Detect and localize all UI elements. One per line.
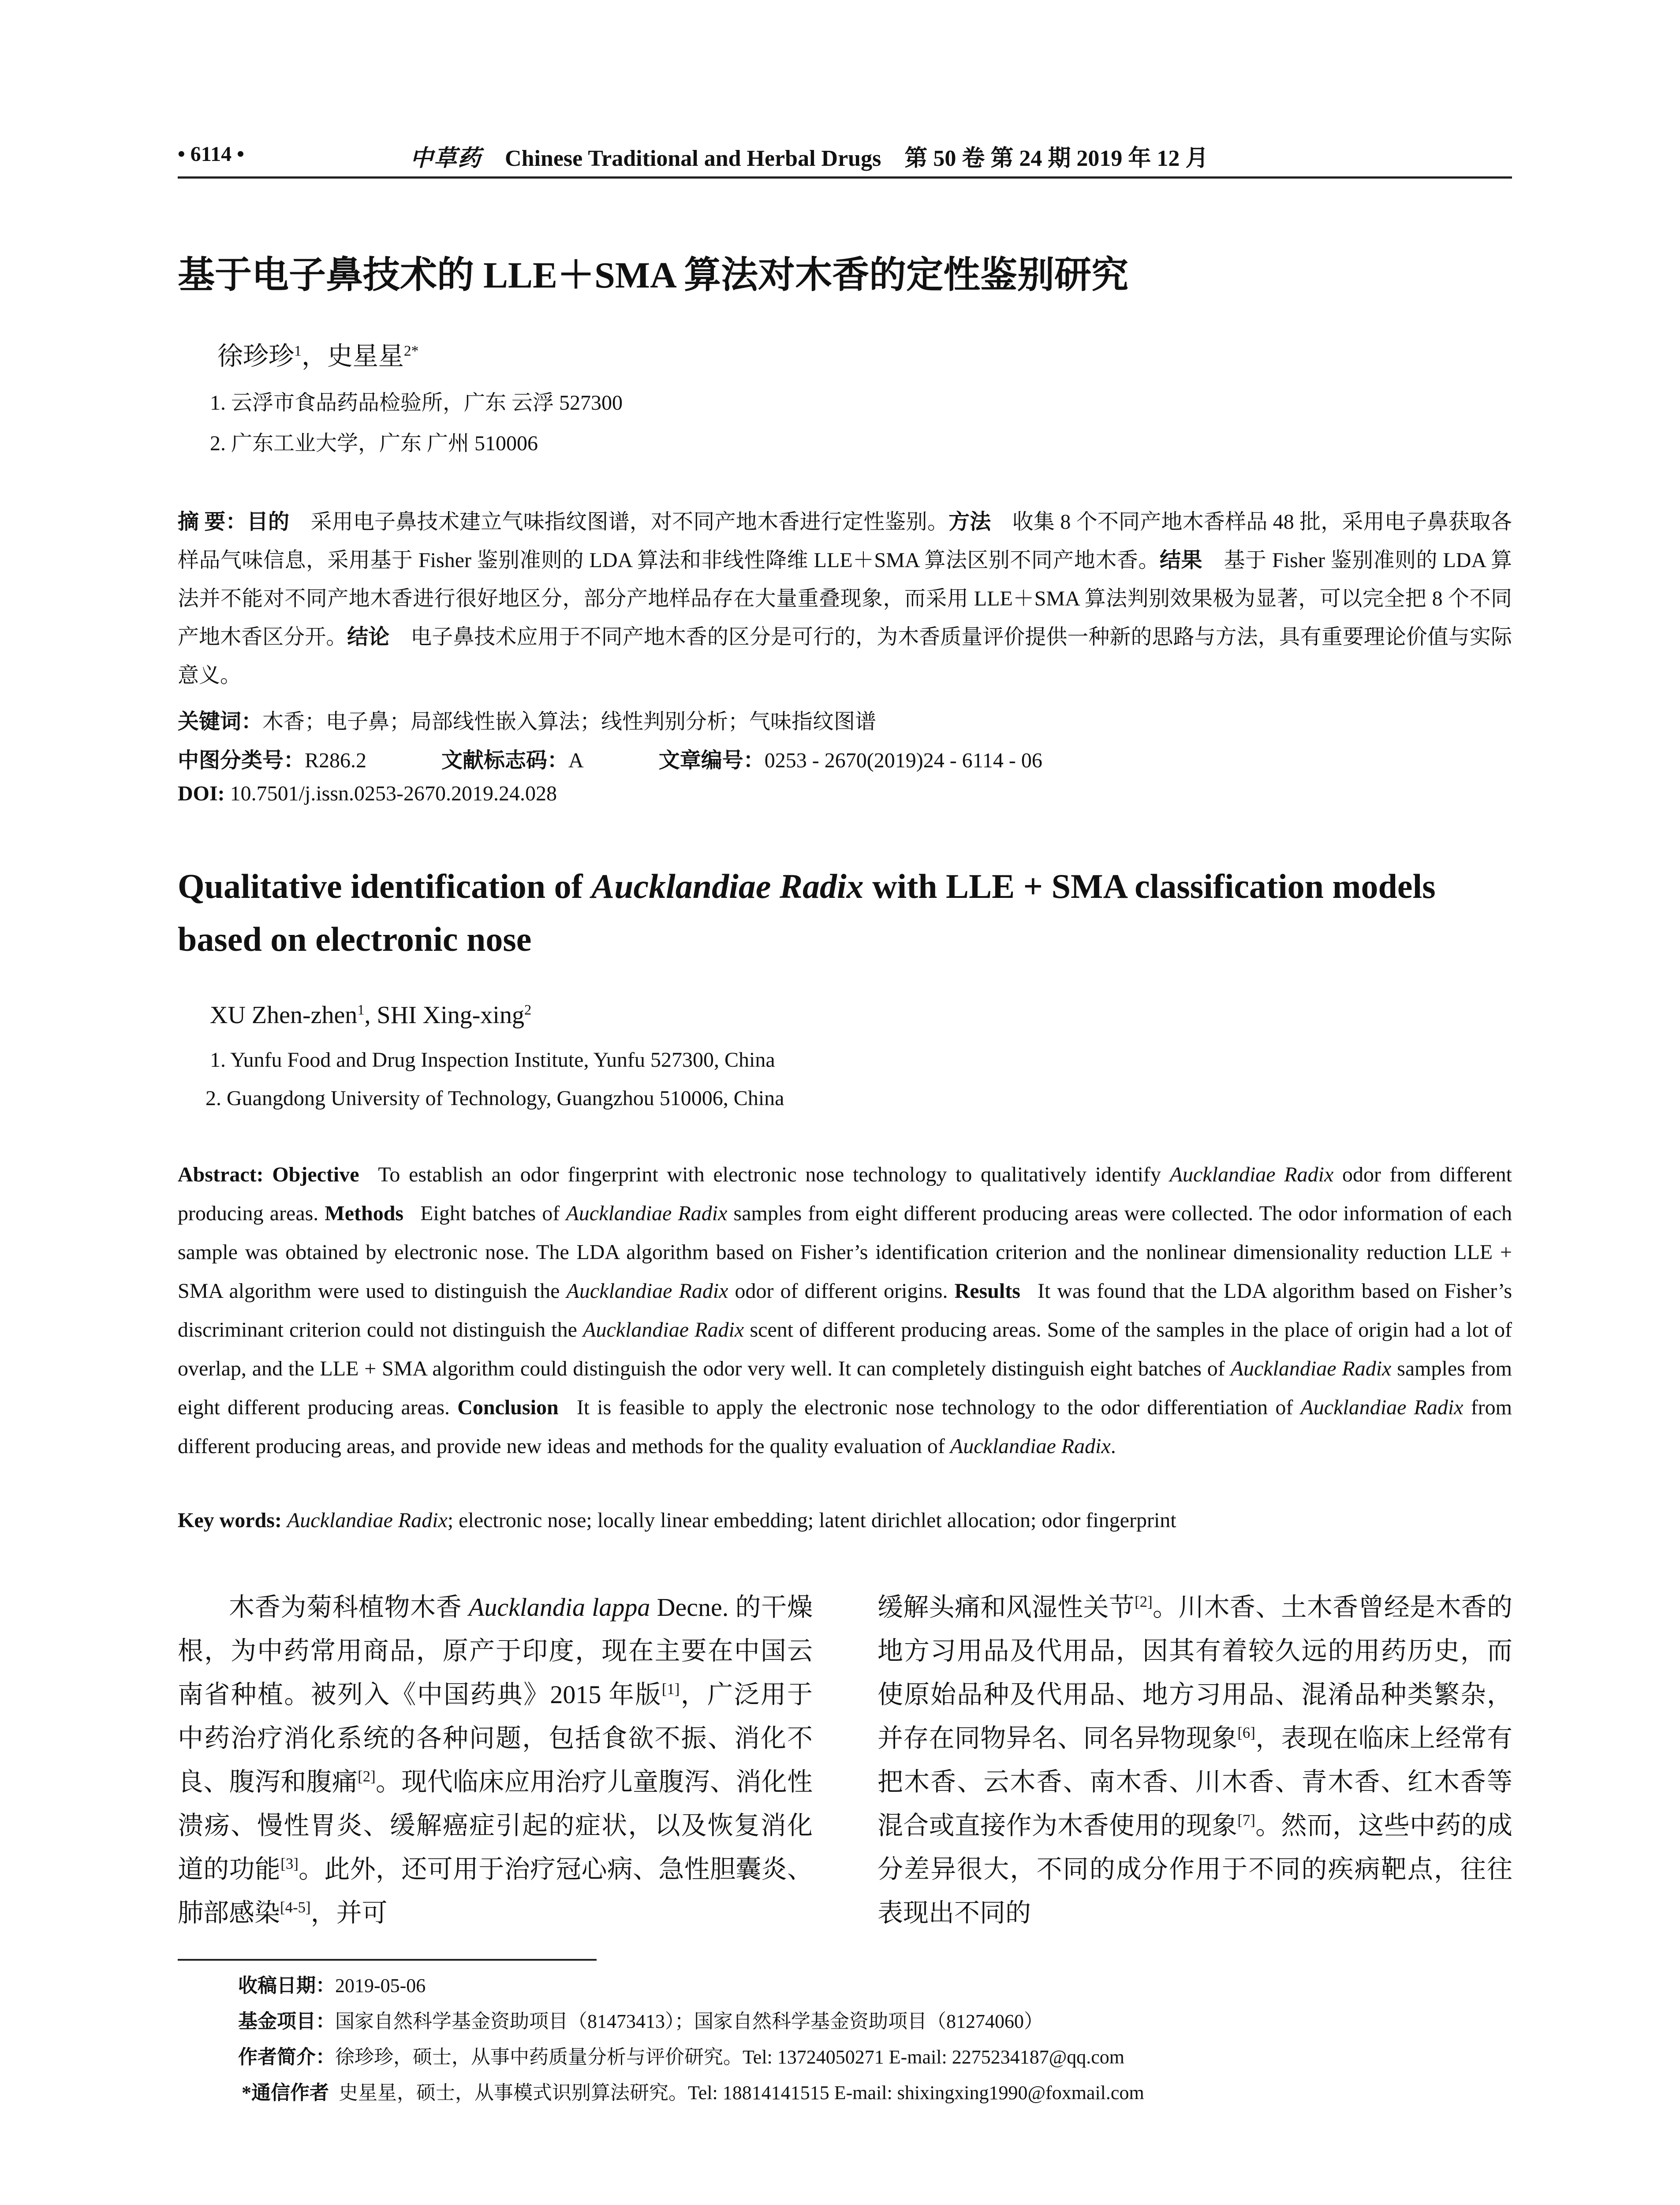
title-en-italic: Aucklandiae Radix: [591, 867, 864, 905]
keywords-label: 关键词：: [178, 710, 263, 733]
species-name: Aucklandia lappa: [468, 1593, 650, 1622]
abstract-cn: [178, 503, 1512, 695]
body-text: 木香为菊科植物木香: [229, 1593, 469, 1622]
author-name: 史星星: [327, 342, 404, 370]
affiliation-cn-1: 1. 云浮市食品药品检验所，广东 云浮 527300: [210, 391, 623, 415]
author-separator: ，: [301, 342, 327, 370]
footnote-label: 作者简介：: [238, 2046, 335, 2068]
footnote-text: 2019-05-06: [335, 1975, 426, 1996]
footnote-rule: [178, 1959, 597, 1961]
footnote-fund: [238, 2005, 1043, 2033]
doc-code-label: 文献标志码：: [441, 749, 569, 772]
author-name: SHI Xing-xing: [377, 1002, 524, 1029]
methods-label: 方法: [948, 510, 991, 534]
abstract-text: .: [1110, 1435, 1116, 1458]
footnote-text: 国家自然科学基金资助项目（81473413）；国家自然科学基金资助项目（81274060）: [335, 2011, 1043, 2032]
objective-label: Objective: [272, 1163, 359, 1186]
body-column-left: [178, 1585, 813, 1935]
body-text: 。现代临床应用治疗儿童腹泻、消化性溃疡、慢性胃炎、缓解癌症引起的症状，以及恢复消化道的功能: [178, 1768, 813, 1884]
doi-value: 10.7501/j.issn.0253-2670.2019.24.028: [230, 782, 557, 805]
conclusion-label: 结论: [347, 625, 390, 649]
author-name: XU Zhen-zhen: [210, 1002, 358, 1029]
herb-name: Aucklandiae Radix: [1230, 1357, 1392, 1380]
herb-name: Aucklandiae Radix: [583, 1318, 744, 1342]
abstract-text: odor from different producing areas.: [178, 1163, 1512, 1225]
citation[interactable]: [2]: [358, 1768, 376, 1785]
footnote-text: 史星星，硕士，从事模式识别算法研究。Tel: 18814141515 E-mail: shixingxing1990@foxmail.com: [339, 2082, 1144, 2104]
abstract-en: [178, 1155, 1512, 1466]
results-label: Results: [954, 1279, 1020, 1303]
body-text: 。此外，还可用于治疗冠心病、急性胆囊炎、肺部感染: [178, 1855, 813, 1927]
title-en-part: Qualitative identification of: [178, 867, 592, 905]
journal-name-cn: 中草药: [410, 145, 482, 172]
doi-line: [178, 781, 557, 806]
abstract-label: 摘 要：: [178, 510, 247, 534]
body-text: ，表现在临床上经常有把木香、云木香、南木香、川木香、青木香、红木香等混合或直接作为木香使用的现象: [877, 1724, 1512, 1840]
body-text: ，广泛用于中药治疗消化系统的各种问题，包括食欲不振、消化不良、腹泻和腹痛: [178, 1680, 813, 1796]
citation[interactable]: [6]: [1237, 1724, 1255, 1742]
body-column-right: [877, 1585, 1512, 1935]
authors-en: [210, 1001, 531, 1029]
herb-name: Aucklandiae Radix: [566, 1279, 728, 1303]
title-en-part: with LLE + SMA classification models based on electronic nose: [178, 867, 1436, 958]
journal-name-en: Chinese Traditional and Herbal Drugs: [505, 146, 881, 171]
authors-cn: [217, 335, 418, 372]
objective-text: 采用电子鼻技术建立气味指纹图谱，对不同产地木香进行定性鉴别。: [310, 510, 949, 534]
footnote-author: [238, 2041, 1124, 2069]
title-cn: 基于电子鼻技术的 LLE＋SMA 算法对木香的定性鉴别研究: [178, 255, 1129, 296]
abstract-text: scent of different producing areas. Some of the samples in the place of origin had a lot of overlap, and the LLE + SMA algorithm could distinguish the odor very well. It can completely distinguish eight batches of: [178, 1318, 1512, 1380]
keywords-text: ; electronic nose; locally linear embedding; latent dirichlet allocation; odor fingerprint: [447, 1509, 1176, 1532]
conclusion-text: 电子鼻技术应用于不同产地木香的区分是可行的，为木香质量评价提供一种新的思路与方法，具有重要理论价值与实际意义。: [178, 625, 1512, 687]
keywords-text: 木香；电子鼻；局部线性嵌入算法；线性判别分析；气味指纹图谱: [262, 710, 877, 733]
journal-issue: 第 50 卷 第 24 期 2019 年 12 月: [904, 146, 1209, 171]
abstract-text: odor of different origins.: [728, 1279, 948, 1303]
abstract-text: It is feasible to apply the electronic nose technology to the odor differentiation of: [576, 1396, 1301, 1419]
body-text: 。然而，这些中药的成分差异很大，不同的成分作用于不同的疾病靶点，往往表现出不同的: [877, 1811, 1512, 1927]
results-label: 结果: [1159, 549, 1202, 572]
page-number: • 6114 •: [178, 142, 244, 166]
herb-name: Aucklandiae Radix: [1169, 1163, 1334, 1186]
keywords-cn: [178, 704, 876, 735]
methods-label: Methods: [325, 1202, 404, 1225]
author-separator: ,: [364, 1002, 377, 1029]
footnote-corresponding: [242, 2077, 1144, 2105]
herb-name: Aucklandiae Radix: [1300, 1396, 1463, 1419]
abstract-label: Abstract:: [178, 1163, 264, 1186]
affiliation-cn-2: 2. 广东工业大学，广东 广州 510006: [210, 432, 538, 455]
abstract-text: samples from eight different producing areas were collected. The odor information of each sample was obtained by electronic nose. The LDA algorithm based on Fisher’s identification criterion and the nonlinear dimensionality reduction LLE + SMA algorithm were used to distinguish the: [178, 1202, 1512, 1303]
abstract-text: from different producing areas, and provide new ideas and methods for the quality evaluation of: [178, 1396, 1512, 1458]
citation[interactable]: [7]: [1237, 1811, 1255, 1829]
footnote-text: 徐珍珍，硕士，从事中药质量分析与评价研究。Tel: 13724050271 E-mail: 2275234187@qq.com: [335, 2046, 1125, 2068]
classification-line: [178, 743, 1042, 774]
citation[interactable]: [1]: [661, 1680, 680, 1698]
abstract-text: To establish an odor fingerprint with electronic nose technology to qualitatively identify: [378, 1163, 1170, 1186]
title-en: [178, 860, 1512, 966]
author-sup: 1: [294, 343, 302, 359]
citation[interactable]: [3]: [280, 1855, 299, 1872]
author-sup: 2: [524, 1002, 532, 1018]
article-no-value: 0253 - 2670(2019)24 - 6114 - 06: [764, 749, 1042, 772]
body-text: 。川木香、土木香曾经是木香的地方习用品及代用品，因其有着较久远的用药历史，而使原始品种及代用品、地方习用品、混淆品种类繁杂，并存在同物异名、同名异物现象: [877, 1593, 1512, 1753]
herb-name: Aucklandiae Radix: [950, 1435, 1111, 1458]
footnote-label: 收稿日期：: [238, 1975, 335, 1996]
footnote-label: *通信作者: [242, 2082, 329, 2104]
citation[interactable]: [4-5]: [280, 1899, 311, 1916]
affiliation-en-2: 2. Guangdong University of Technology, Guangzhou 510006, China: [205, 1087, 784, 1110]
keywords-label: Key words:: [178, 1509, 282, 1532]
herb-name: Aucklandiae Radix: [566, 1202, 728, 1225]
conclusion-label: Conclusion: [457, 1396, 559, 1419]
herb-name: Aucklandiae Radix: [287, 1509, 448, 1532]
abstract-text: samples from eight different producing areas.: [178, 1357, 1512, 1419]
citation[interactable]: [2]: [1135, 1593, 1153, 1611]
abstract-text: Eight batches of: [420, 1202, 566, 1225]
doc-code-value: A: [568, 749, 584, 772]
methods-text: 收集 8 个不同产地木香样品 48 批，采用电子鼻获取各样品气味信息，采用基于 Fisher 鉴别准则的 LDA 算法和非线性降维 LLE＋SMA 算法区别不同产地木香。: [178, 510, 1512, 572]
author-sup: 2*: [403, 343, 419, 359]
author-sup: 1: [357, 1002, 365, 1018]
article-no-label: 文章编号：: [658, 749, 765, 772]
keywords-en: [178, 1508, 1176, 1532]
footnote-received: [238, 1970, 426, 1998]
objective-label: 目的: [246, 510, 290, 534]
body-text: Decne. 的干燥根，为中药常用商品，原产于印度，现在主要在中国云南省种植。被列入《中国药典》2015 年版: [178, 1593, 813, 1709]
clc-value: R286.2: [305, 749, 367, 772]
body-text: ，并可: [310, 1899, 388, 1927]
author-name: 徐珍珍: [217, 342, 295, 370]
results-text: 基于 Fisher 鉴别准则的 LDA 算法并不能对不同产地木香进行很好地区分，部分产地样品存在大量重叠现象，而采用 LLE＋SMA 算法判别效果极为显著，可以完全把 8 个不同产地木香区分开。: [178, 549, 1512, 649]
header-rule: [178, 176, 1512, 179]
abstract-text: It was found that the LDA algorithm based on Fisher’s discriminant criterion could not distinguish the: [178, 1279, 1512, 1342]
running-header: [410, 139, 1208, 172]
affiliation-en-1: 1. Yunfu Food and Drug Inspection Institute, Yunfu 527300, China: [210, 1048, 775, 1072]
body-text: 缓解头痛和风湿性关节: [877, 1593, 1135, 1622]
footnote-label: 基金项目：: [238, 2011, 335, 2032]
clc-label: 中图分类号：: [178, 749, 305, 772]
doi-label: DOI:: [178, 782, 225, 805]
